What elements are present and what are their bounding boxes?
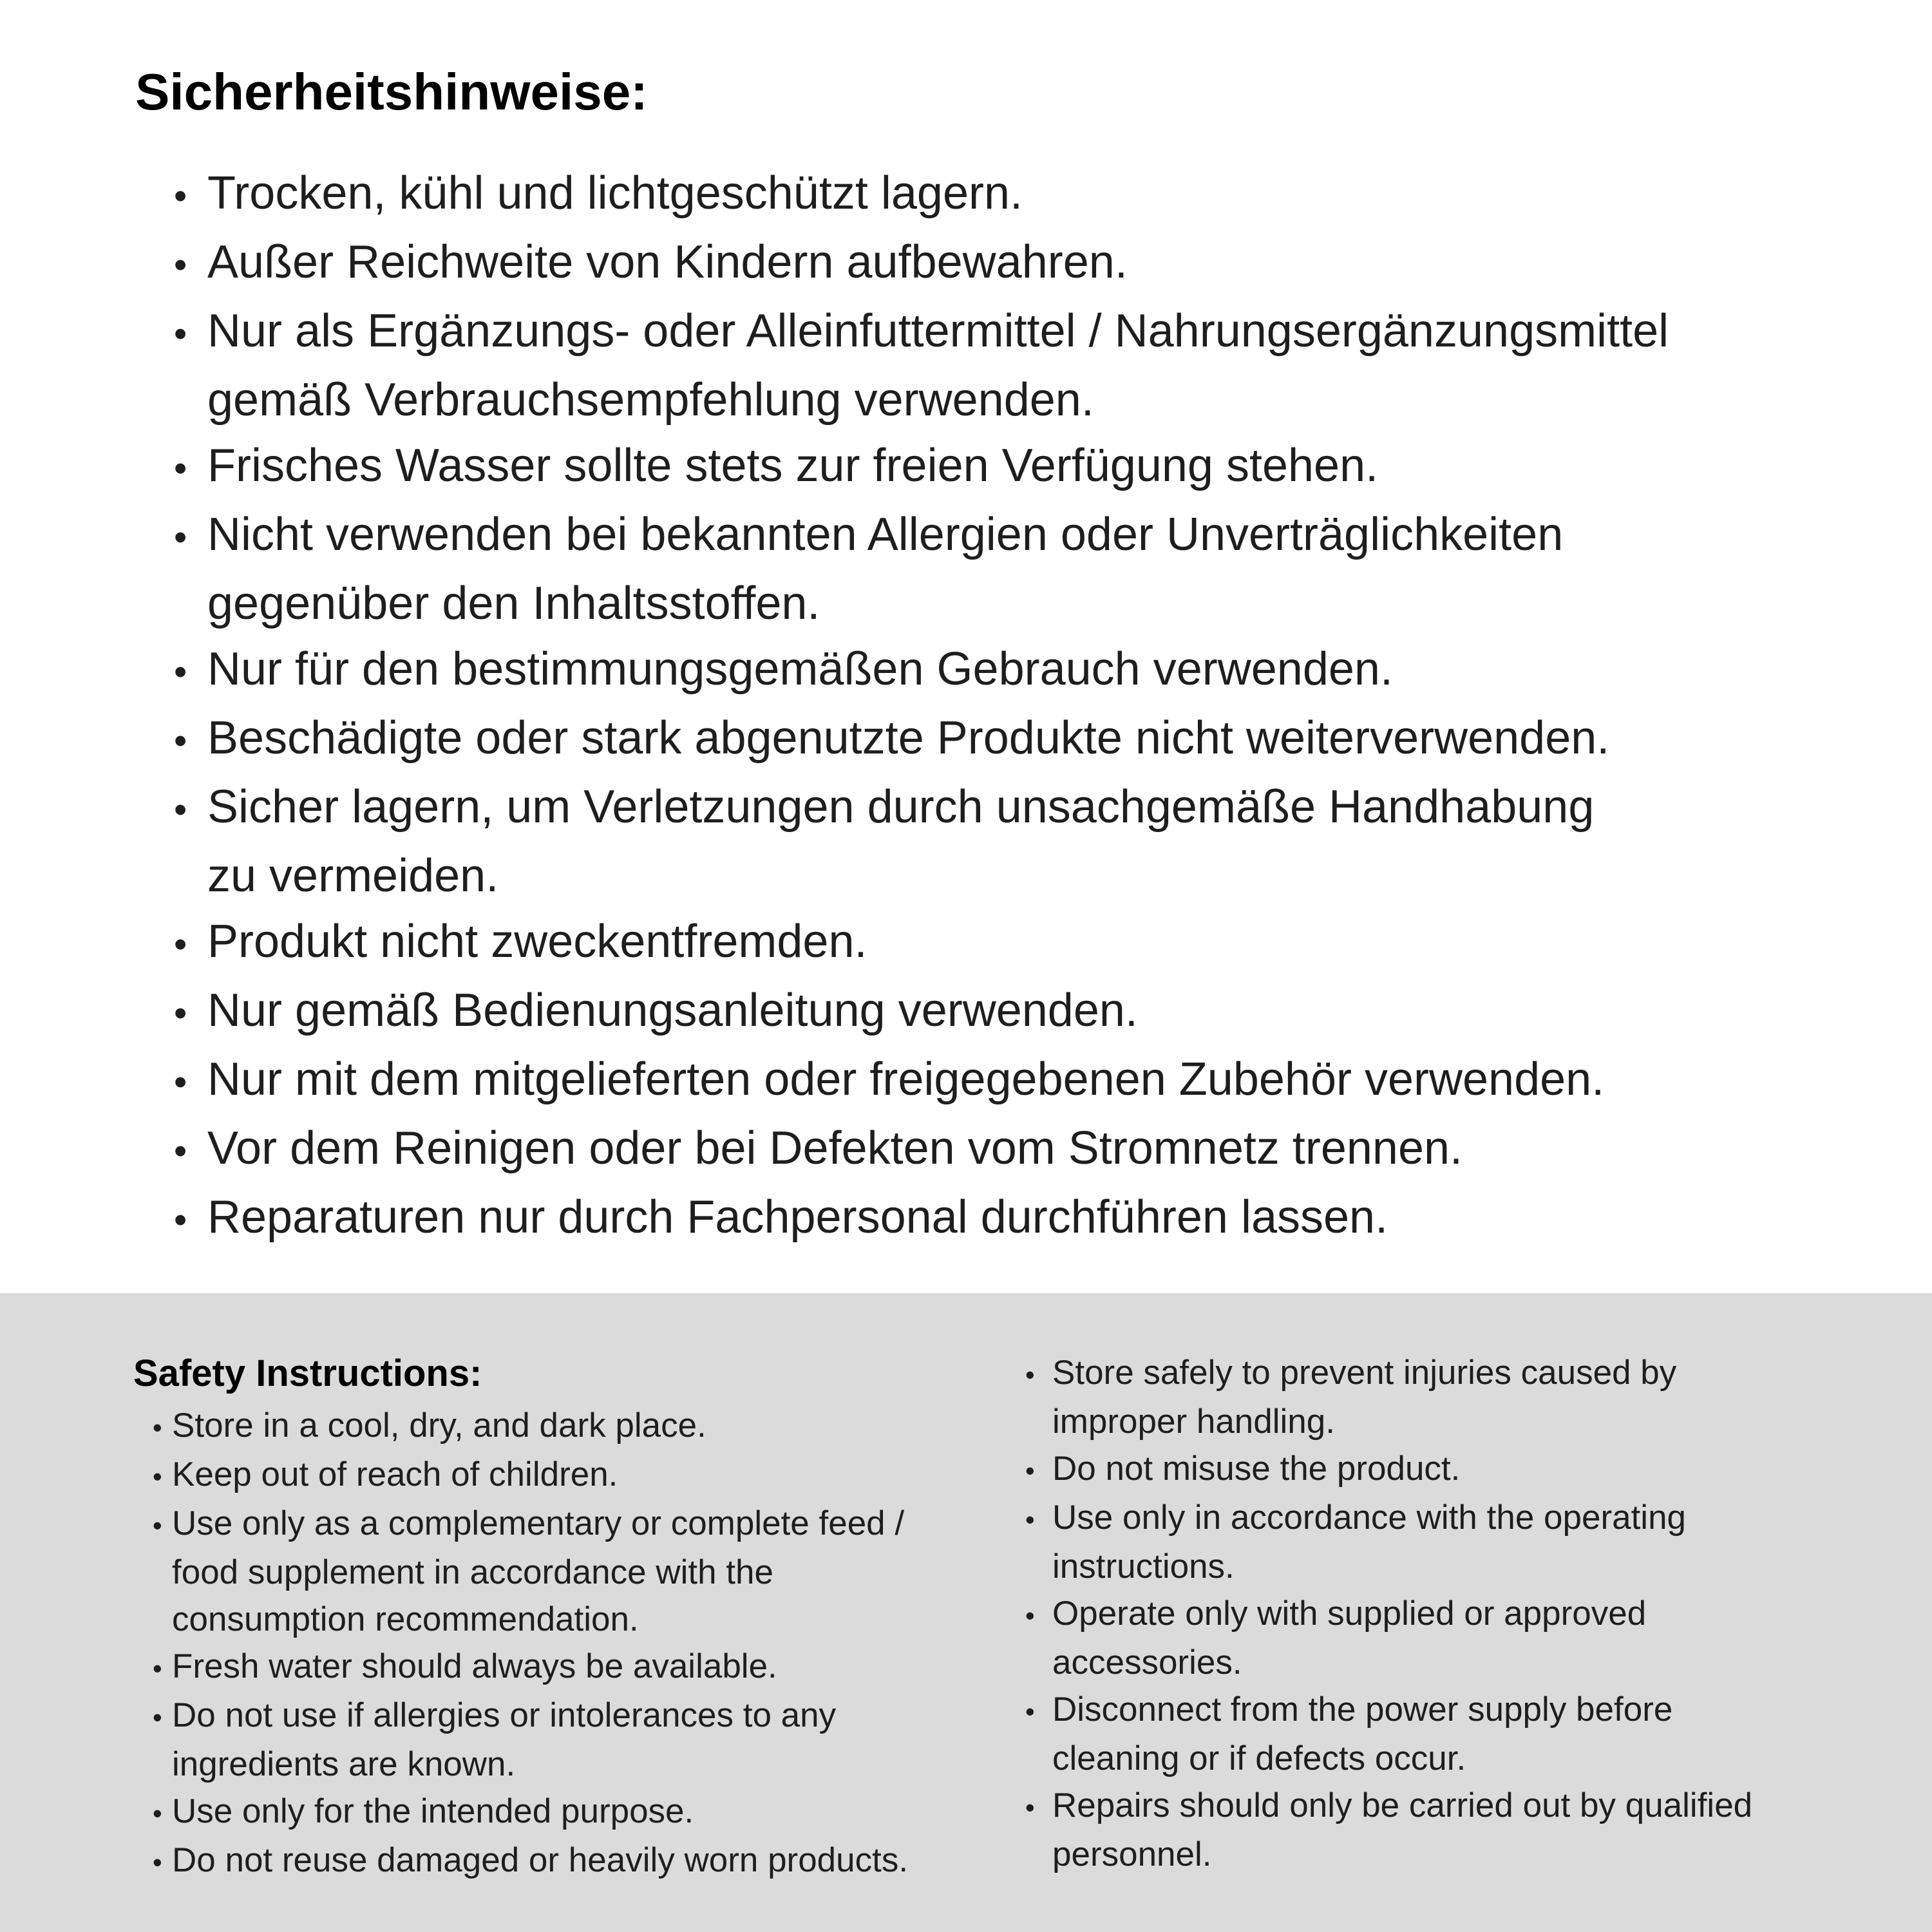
list-item	[174, 298, 1880, 367]
english-safety-list-right	[1020, 1349, 1896, 1878]
list-item	[153, 1402, 969, 1451]
list-item-text: cleaning or if defects occur.	[1052, 1739, 1466, 1777]
list-item-text: Do not reuse damaged or heavily worn products.	[172, 1841, 909, 1879]
list-item-text: Nur für den bestimmungsgemäßen Gebrauch verwenden.	[207, 643, 1393, 695]
bullet-icon: •	[153, 1461, 162, 1492]
list-item-text: Nicht verwenden bei bekannten Allergien oder Unverträglichkeiten	[207, 509, 1564, 560]
list-item-text: Beschädigte oder stark abgenutzte Produkte nicht weiterverwenden.	[207, 712, 1610, 764]
list-item	[174, 229, 1880, 298]
list-item-text: Use only for the intended purpose.	[172, 1792, 694, 1830]
list-item	[174, 502, 1880, 571]
list-item-text: Außer Reichweite von Kindern aufbewahren.	[207, 236, 1128, 288]
list-item	[153, 1692, 969, 1741]
list-item	[174, 909, 1880, 978]
list-item-continuation	[153, 1596, 969, 1643]
list-item-continuation	[153, 1741, 969, 1788]
list-item-text: gemäß Verbrauchsempfehlung verwenden.	[207, 374, 1094, 426]
bullet-icon: •	[1025, 1792, 1035, 1823]
list-item	[174, 1184, 1880, 1253]
list-item-continuation	[1025, 1543, 1896, 1590]
list-item-text: Nur mit dem mitgelieferten oder freigegebenen Zubehör verwenden.	[207, 1054, 1605, 1105]
list-item-continuation	[174, 367, 1880, 433]
list-item-text: instructions.	[1052, 1548, 1235, 1586]
list-item	[174, 433, 1880, 502]
bullet-icon: •	[174, 720, 187, 762]
bullet-icon: •	[174, 1061, 187, 1103]
list-item-text: Disconnect from the power supply before	[1052, 1690, 1673, 1728]
english-left-column	[133, 1351, 969, 1932]
list-item-text: Nur als Ergänzungs- oder Alleinfuttermittel / Nahrungsergänzungsmittel	[207, 305, 1669, 357]
list-item	[174, 774, 1880, 843]
list-item-text: Use only in accordance with the operating	[1052, 1499, 1687, 1537]
german-title: Sicherheitshinweise:	[135, 63, 648, 120]
bullet-icon: •	[174, 313, 187, 355]
list-item-continuation	[153, 1549, 969, 1596]
list-item-text: Store in a cool, dry, and dark place.	[172, 1406, 706, 1444]
list-item	[1025, 1494, 1896, 1543]
bullet-icon: •	[174, 651, 187, 693]
list-item	[153, 1788, 969, 1837]
bullet-icon: •	[174, 992, 187, 1034]
list-item-text: Trocken, kühl und lichtgeschützt lagern.	[207, 167, 1023, 219]
list-item	[174, 160, 1880, 229]
list-item-text: Produkt nicht zweckentfremden.	[207, 916, 867, 967]
list-item-text: Repairs should only be carried out by qualified	[1052, 1786, 1753, 1824]
bullet-icon: •	[1025, 1600, 1035, 1631]
list-item	[153, 1643, 969, 1692]
list-item	[153, 1500, 969, 1549]
list-item	[1025, 1349, 1896, 1398]
english-safety-list-left	[133, 1402, 969, 1886]
list-item	[1025, 1590, 1896, 1639]
list-item	[174, 978, 1880, 1046]
list-item-text: Sicher lagern, um Verletzungen durch unsachgemäße Handhabung	[207, 781, 1595, 833]
bullet-icon: •	[1025, 1504, 1035, 1535]
list-item-text: improper handling.	[1052, 1403, 1335, 1441]
list-item-text: Operate only with supplied or approved	[1052, 1595, 1647, 1633]
list-item-text: Vor dem Reinigen oder bei Defekten vom Stromnetz trennen.	[207, 1122, 1463, 1174]
bullet-icon: •	[174, 175, 187, 217]
english-right-column	[1020, 1351, 1896, 1932]
list-item	[1025, 1686, 1896, 1735]
list-item	[1025, 1782, 1896, 1831]
list-item	[174, 636, 1880, 705]
list-item-continuation	[174, 843, 1880, 909]
bullet-icon: •	[153, 1702, 162, 1732]
list-item-text: Store safely to prevent injuries caused by	[1052, 1354, 1677, 1392]
bullet-icon: •	[174, 923, 187, 965]
list-item-continuation	[1025, 1831, 1896, 1878]
list-item	[174, 1115, 1880, 1184]
bullet-icon: •	[153, 1798, 162, 1828]
list-item-text: Do not misuse the product.	[1052, 1450, 1461, 1488]
list-item-continuation	[1025, 1639, 1896, 1686]
bullet-icon: •	[174, 516, 187, 558]
list-item-text: Fresh water should always be available.	[172, 1647, 777, 1685]
bullet-icon: •	[153, 1510, 162, 1540]
list-item-text: zu vermeiden.	[207, 850, 499, 902]
bullet-icon: •	[1025, 1359, 1035, 1390]
list-item	[153, 1451, 969, 1500]
list-item	[1025, 1445, 1896, 1494]
bullet-icon: •	[153, 1847, 162, 1877]
bullet-icon: •	[153, 1653, 162, 1683]
list-item-text: Do not use if allergies or intolerances to any	[172, 1696, 837, 1734]
list-item-text: Nur gemäß Bedienungsanleitung verwenden.	[207, 985, 1138, 1036]
list-item-continuation	[1025, 1398, 1896, 1445]
list-item	[174, 1046, 1880, 1115]
english-title: Safety Instructions:	[133, 1352, 482, 1394]
bullet-icon: •	[153, 1412, 162, 1443]
bullet-icon: •	[1025, 1455, 1035, 1486]
german-safety-list	[174, 160, 1880, 1253]
list-item-text: Frisches Wasser sollte stets zur freien Verfügung stehen.	[207, 440, 1379, 491]
list-item-text: Reparaturen nur durch Fachpersonal durchführen lassen.	[207, 1191, 1388, 1243]
bullet-icon: •	[174, 1130, 187, 1172]
english-safety-section	[0, 1293, 1932, 1932]
list-item-continuation	[174, 571, 1880, 636]
bullet-icon: •	[174, 448, 187, 489]
list-item-text: Keep out of reach of children.	[172, 1455, 618, 1493]
bullet-icon: •	[174, 244, 187, 286]
list-item-text: food supplement in accordance with the	[172, 1553, 773, 1591]
list-item	[153, 1837, 969, 1886]
list-item-continuation	[1025, 1735, 1896, 1782]
bullet-icon: •	[174, 1199, 187, 1241]
bullet-icon: •	[174, 789, 187, 831]
list-item-text: accessories.	[1052, 1643, 1242, 1681]
list-item-text: consumption recommendation.	[172, 1600, 639, 1638]
list-item-text: gegenüber den Inhaltsstoffen.	[207, 578, 820, 629]
list-item-text: Use only as a complementary or complete feed /	[172, 1504, 905, 1542]
bullet-icon: •	[1025, 1696, 1035, 1727]
list-item-text: ingredients are known.	[172, 1745, 516, 1783]
list-item	[174, 705, 1880, 774]
list-item-text: personnel.	[1052, 1835, 1212, 1873]
